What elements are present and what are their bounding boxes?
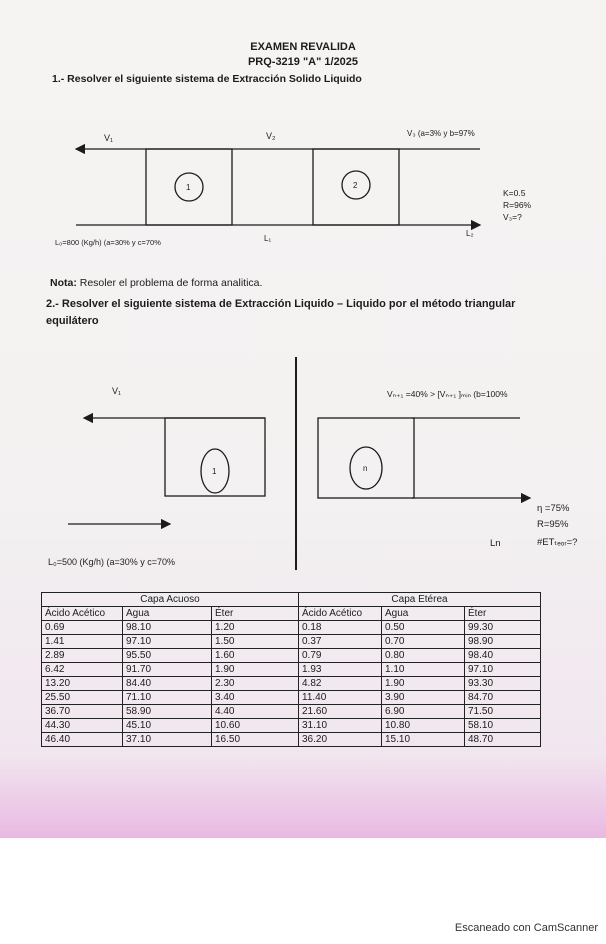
table-row bbox=[42, 621, 541, 635]
table-group-header-row bbox=[42, 593, 541, 607]
table-row bbox=[42, 663, 541, 677]
table-cell: 44.30 bbox=[42, 719, 123, 733]
table-cell: 0.79 bbox=[299, 649, 382, 663]
table-cell: 21.60 bbox=[299, 705, 382, 719]
table-cell: 1.10 bbox=[382, 663, 465, 677]
table-cell: 0.50 bbox=[382, 621, 465, 635]
table-cell: 58.10 bbox=[465, 719, 541, 733]
table-cell: 1.90 bbox=[382, 677, 465, 691]
table-cell: 36.20 bbox=[299, 733, 382, 747]
table-cell: 4.82 bbox=[299, 677, 382, 691]
table-cell: 37.10 bbox=[123, 733, 212, 747]
table-row bbox=[42, 635, 541, 649]
stage-n-box bbox=[318, 418, 414, 498]
l0-ll-label: L₀=500 (Kg/h) (a=30% y c=70% bbox=[48, 557, 176, 567]
table-cell: 15.10 bbox=[382, 733, 465, 747]
v2-label: V₂ bbox=[266, 131, 276, 141]
col-ether-aq: Éter bbox=[212, 607, 299, 621]
problem-2-statement: 2.- Resolver el siguiente sistema de Extracción Liquido – Liquido por el método triangular equilátero bbox=[46, 298, 516, 327]
table-cell: 93.30 bbox=[465, 677, 541, 691]
table-cell: 0.18 bbox=[299, 621, 382, 635]
table-cell: 95.50 bbox=[123, 649, 212, 663]
table-cell: 1.41 bbox=[42, 635, 123, 649]
table-row bbox=[42, 649, 541, 663]
col-acetic-et: Ácido Acético bbox=[299, 607, 382, 621]
table-cell: 6.42 bbox=[42, 663, 123, 677]
note bbox=[50, 277, 262, 289]
table-cell: 0.37 bbox=[299, 635, 382, 649]
table-cell: 1.50 bbox=[212, 635, 299, 649]
table-cell: 1.60 bbox=[212, 649, 299, 663]
table-cell: 84.70 bbox=[465, 691, 541, 705]
table-cell: 36.70 bbox=[42, 705, 123, 719]
table-cell: 98.40 bbox=[465, 649, 541, 663]
table-cell: 71.10 bbox=[123, 691, 212, 705]
table-row bbox=[42, 677, 541, 691]
table-cell: 4.40 bbox=[212, 705, 299, 719]
table-cell: 84.40 bbox=[123, 677, 212, 691]
table-cell: 1.90 bbox=[212, 663, 299, 677]
stage-1-ll-box bbox=[165, 418, 265, 496]
l2-label: L₂ bbox=[466, 229, 474, 238]
scanner-footer: Escaneado con CamScanner bbox=[454, 922, 598, 934]
table-cell: 10.80 bbox=[382, 719, 465, 733]
table-cell: 6.90 bbox=[382, 705, 465, 719]
table-cell: 58.90 bbox=[123, 705, 212, 719]
table-cell: 71.50 bbox=[465, 705, 541, 719]
group-aqueous: Capa Acuoso bbox=[42, 593, 299, 607]
ne-label: #ETₜₑₒᵣ=? bbox=[537, 537, 578, 548]
v3-label: V₃ (a=3% y b=97% bbox=[407, 129, 475, 138]
problem-1-statement: 1.- Resolver el siguiente sistema de Extracción Solido Liquido bbox=[52, 73, 362, 85]
table-cell: 0.69 bbox=[42, 621, 123, 635]
table-cell: 0.70 bbox=[382, 635, 465, 649]
table-cell: 2.89 bbox=[42, 649, 123, 663]
table-row bbox=[42, 691, 541, 705]
v1-ll-label: V₁ bbox=[112, 386, 122, 396]
table-cell: 11.40 bbox=[299, 691, 382, 705]
l1-label: L₁ bbox=[264, 234, 272, 243]
table-cell: 91.70 bbox=[123, 663, 212, 677]
table-cell: 1.20 bbox=[212, 621, 299, 635]
l0-label: L₀=800 (Kg/h) (a=30% y c=70% bbox=[55, 238, 161, 247]
vn1-label: Vₙ₊₁ =40% > [Vₙ₊₁ ]ₘᵢₙ (b=100% bbox=[387, 389, 508, 399]
table-header-row bbox=[42, 607, 541, 621]
table-cell: 97.10 bbox=[465, 663, 541, 677]
table-row bbox=[42, 733, 541, 747]
table-cell: 98.10 bbox=[123, 621, 212, 635]
col-ether-et: Éter bbox=[465, 607, 541, 621]
table-cell: 13.20 bbox=[42, 677, 123, 691]
stage-1-label: 1 bbox=[186, 183, 191, 192]
table-cell: 31.10 bbox=[299, 719, 382, 733]
table-row bbox=[42, 705, 541, 719]
table-cell: 1.93 bbox=[299, 663, 382, 677]
note-label: Nota: bbox=[50, 277, 77, 289]
table-cell: 97.10 bbox=[123, 635, 212, 649]
table-cell: 46.40 bbox=[42, 733, 123, 747]
table-row bbox=[42, 719, 541, 733]
table-cell: 3.40 bbox=[212, 691, 299, 705]
table-cell: 48.70 bbox=[465, 733, 541, 747]
exam-code: PRQ-3219 "A" 1/2025 bbox=[247, 56, 359, 68]
table-cell: 3.90 bbox=[382, 691, 465, 705]
note-text: Resoler el problema de forma analitica. bbox=[76, 277, 263, 289]
r-label: R=96% bbox=[503, 200, 532, 210]
table-cell: 99.30 bbox=[465, 621, 541, 635]
table-cell: 98.90 bbox=[465, 635, 541, 649]
eta-label: η =75% bbox=[537, 503, 570, 514]
ln-label: Ln bbox=[490, 538, 501, 549]
table-cell: 10.60 bbox=[212, 719, 299, 733]
stage-n-label: n bbox=[363, 464, 368, 473]
table-cell: 25.50 bbox=[42, 691, 123, 705]
r-ll-label: R=95% bbox=[537, 519, 569, 530]
k-label: K=0.5 bbox=[503, 188, 526, 198]
stage-1-ll-label: 1 bbox=[212, 467, 217, 476]
stage-2-label: 2 bbox=[353, 181, 358, 190]
col-acetic-aq: Ácido Acético bbox=[42, 607, 123, 621]
table-cell: 0.80 bbox=[382, 649, 465, 663]
exam-title: EXAMEN REVALIDA bbox=[250, 41, 356, 53]
v3-unknown-label: V₃=? bbox=[503, 212, 522, 222]
v1-label: V₁ bbox=[104, 133, 114, 143]
col-water-et: Agua bbox=[382, 607, 465, 621]
group-ether: Capa Etérea bbox=[299, 593, 541, 607]
col-water-aq: Agua bbox=[123, 607, 212, 621]
table-cell: 16.50 bbox=[212, 733, 299, 747]
table-cell: 45.10 bbox=[123, 719, 212, 733]
equilibrium-table bbox=[41, 592, 541, 747]
table-cell: 2.30 bbox=[212, 677, 299, 691]
